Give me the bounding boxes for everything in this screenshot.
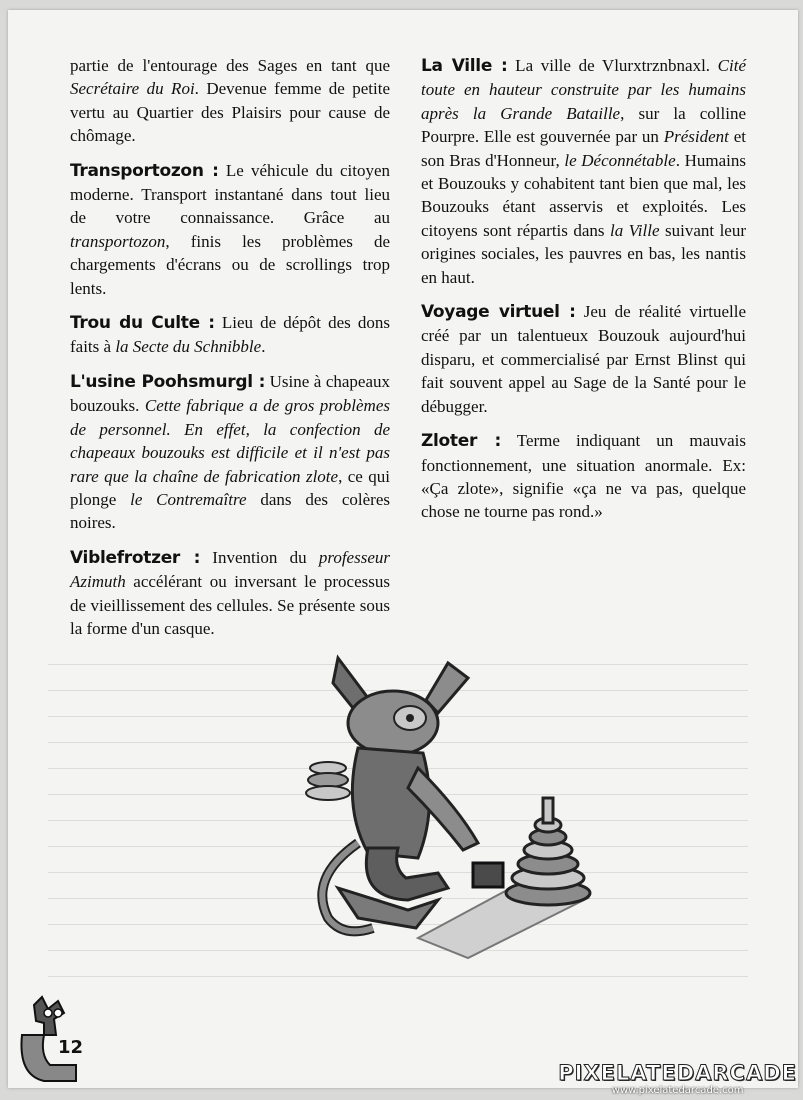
entry-text: , finis les problèmes de chargements d'écrans ou de scrollings trop lents. xyxy=(70,231,390,298)
term-la-ville: La Ville : xyxy=(421,56,508,76)
entry-italic: professeur Azimuth xyxy=(70,547,390,592)
term-trou-du-culte: Trou du Culte : xyxy=(70,313,215,334)
entry-text: Invention du xyxy=(200,547,319,567)
manual-page xyxy=(8,10,798,1088)
term-viblefrotzer: Viblefrotzer : xyxy=(70,547,201,568)
entry-italic: Cette fabrique a de gros problèmes de personnel. En effet, la confection de chapeaux bouzouks est difficile et il n'est pas rare que la chaîne de fabrication xyxy=(70,396,390,486)
entry-voyage-virtuel xyxy=(421,300,746,418)
entry-viblefrotzer xyxy=(70,546,390,641)
entry-text: . xyxy=(261,337,266,357)
entry-italic: la Secte du Schnibble xyxy=(115,337,262,357)
creature-body xyxy=(306,658,478,931)
entry-italic: Secrétaire du Roi xyxy=(70,79,195,99)
entry-zloter xyxy=(421,429,746,524)
left-column xyxy=(70,54,390,651)
entry-italic: Président xyxy=(663,127,729,147)
entry-usine-poohsmurgl xyxy=(70,370,390,535)
block-cube xyxy=(473,863,503,887)
entry-text: . Humains et Bouzouks y cohabitent tant bien que mal, les Bouzouks étant asservis et exploités. Les citoyens sont répartis dans xyxy=(421,150,746,240)
entry-text: Le véhicule du citoyen moderne. Transport instantané dans tout lieu de votre connaissance. Grâce au xyxy=(70,160,390,228)
entry-trou-du-culte xyxy=(70,311,390,359)
site-watermark xyxy=(558,1061,797,1096)
entry-text: et son Bras d'Honneur, xyxy=(421,127,746,170)
entry-text: dans des colères noires. xyxy=(70,489,390,533)
entry-italic: transportozon xyxy=(70,231,166,251)
entry-text: Jeu de réalité virtuelle créé par un talentueux Bouzouk aujourd'hui disparu, et commercialisé par Ernst Blinst qui fait souvent appel au Sage de la Santé pour le débugger. xyxy=(421,302,746,416)
entry-text: accélérant ou inversant le processus de vieillissement des cellules. Se présente sous la forme d'un casque. xyxy=(70,572,390,638)
entry-text: Lieu de dépôt des dons faits à xyxy=(70,313,390,357)
page-number: 12 xyxy=(58,1037,84,1058)
watermark-title: PIXELATEDARCADE xyxy=(558,1061,797,1085)
entry-text: , sur la colline Pourpre. Elle est gouvernée par un xyxy=(421,103,747,147)
entry-italic: Cité toute en hauteur construite par les humains après xyxy=(421,56,747,123)
watermark-url: www.pixelatedarcade.com xyxy=(611,1085,744,1096)
entry-transportozon xyxy=(70,159,390,300)
entry-la-ville xyxy=(421,54,746,289)
entry-italic: le Déconnétable xyxy=(564,150,676,170)
entry-secretaire xyxy=(70,54,390,148)
term-voyage-virtuel: Voyage virtuel : xyxy=(421,302,576,323)
entry-italic: la Grande Bataille xyxy=(472,103,621,123)
term-transportozon: Transportozon : xyxy=(70,160,219,181)
stacking-cone-toy xyxy=(506,798,590,905)
entry-italic: zlote xyxy=(305,466,339,486)
entry-text: Terme indiquant un mauvais fonctionnement, une situation anormale. Ex: «Ça zlote», signifie «ça ne va pas, quelque chose ne tourne pas rond.» xyxy=(421,431,746,522)
entry-text: suivant leur origines sociales, les pauvres en bas, les nantis en haut. xyxy=(421,220,746,287)
entry-text: partie de l'entourage des Sages en tant que xyxy=(70,56,390,75)
bouzouk-illustration xyxy=(298,638,598,968)
entry-text: . Devenue femme de petite vertu au Quartier des Plaisirs pour cause de chômage. xyxy=(70,79,390,146)
right-column xyxy=(421,54,746,535)
term-usine-poohsmurgl: L'usine Poohsmurgl : xyxy=(70,371,266,392)
entry-italic: la Ville xyxy=(610,220,660,240)
entry-italic: le Contremaître xyxy=(130,489,247,509)
entry-text: , ce qui plonge xyxy=(70,466,390,509)
entry-text: Usine à chapeaux bouzouks. xyxy=(70,371,391,416)
entry-text: La ville de Vlurxtrznbnaxl. xyxy=(507,56,718,75)
term-zloter: Zloter : xyxy=(421,431,502,452)
